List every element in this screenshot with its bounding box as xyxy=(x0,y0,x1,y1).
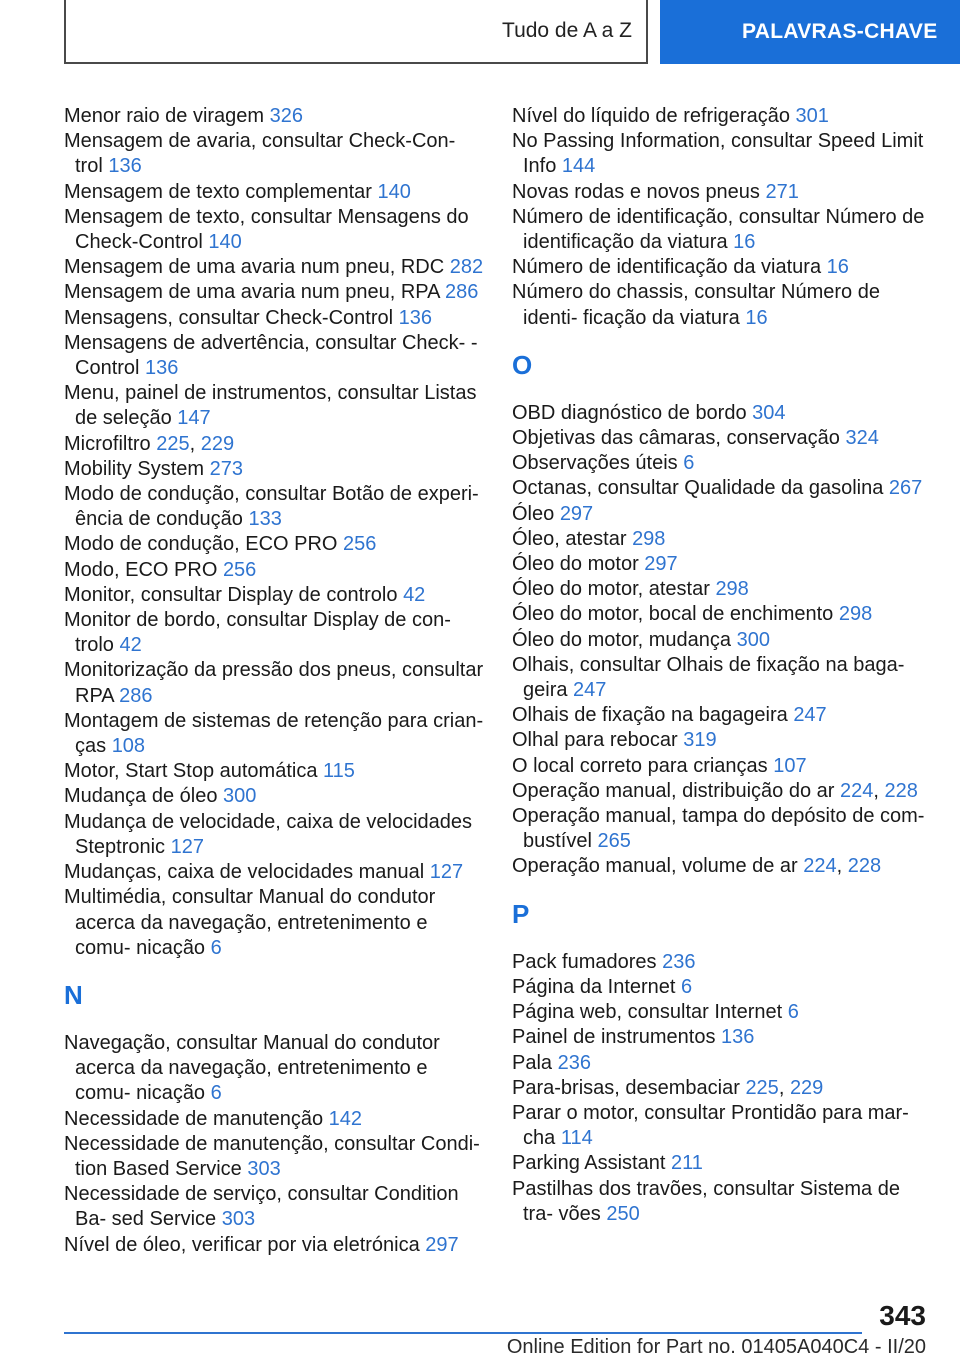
index-entry xyxy=(64,306,484,331)
index-entry-term: Mobility System xyxy=(64,457,210,480)
index-entry-term: Número do chassis, consultar Número de identi‐ ficação da viatura xyxy=(512,281,880,329)
index-entry xyxy=(512,104,932,129)
index-entry xyxy=(64,583,484,608)
page-reference-link[interactable]: 140 xyxy=(208,231,242,254)
page-reference-link[interactable]: 286 xyxy=(444,281,479,304)
index-entry xyxy=(512,779,932,804)
index-entry-term: Monitorização da pressão dos pneus, consultar RPA xyxy=(64,659,484,707)
page-reference-link[interactable]: 236 xyxy=(662,950,696,973)
index-entry-term: Olhal para rebocar xyxy=(512,729,684,752)
page-reference-link[interactable]: 136 xyxy=(108,155,142,178)
index-entry-term: Óleo do motor, mudança xyxy=(512,628,737,651)
index-entry xyxy=(64,885,484,961)
index-entry xyxy=(64,1031,484,1107)
page-reference-link[interactable]: 6 xyxy=(210,936,222,959)
page-reference-link[interactable]: 140 xyxy=(377,180,411,203)
section-title: Tudo de A a Z xyxy=(502,19,632,42)
index-entry-term: Multimédia, consultar Manual do condutor acerca da navegação, entretenimento e comu‐ nicação xyxy=(64,886,436,959)
page-reference-link[interactable]: 298 xyxy=(715,578,749,601)
page-reference-link[interactable]: 114 xyxy=(560,1127,593,1150)
index-entry xyxy=(512,703,932,728)
index-entry-term: Mudanças, caixa de velocidades manual xyxy=(64,861,430,884)
page-reference-link[interactable]: 297 xyxy=(644,553,678,576)
page-reference-link[interactable]: 108 xyxy=(111,735,146,758)
index-entry xyxy=(512,1025,932,1050)
index-entry xyxy=(512,502,932,527)
index-entry xyxy=(512,628,932,653)
index-entry-term: Pastilhas dos travões, consultar Sistema de tra‐ vões xyxy=(512,1177,900,1225)
index-entry-term: Óleo, atestar xyxy=(512,527,633,550)
index-entry-term: Olhais de fixação na bagageira xyxy=(512,704,794,727)
index-entry-term: Nível de óleo, verificar por via eletrónica xyxy=(64,1233,426,1256)
index-entry-term: OBD diagnóstico de bordo xyxy=(512,401,753,424)
page-reference-link[interactable]: 300 xyxy=(736,628,770,651)
index-entry xyxy=(64,860,484,885)
page-reference-link[interactable]: 136 xyxy=(145,357,179,380)
index-entry-term: Parking Assistant xyxy=(512,1152,671,1175)
index-entry-term: Óleo do motor xyxy=(512,553,645,576)
index-entry xyxy=(64,1233,484,1258)
index-entry-term: Necessidade de manutenção xyxy=(64,1107,329,1130)
index-entry-term: Mudança de velocidade, caixa de velocidades Steptronic xyxy=(64,810,473,858)
index-entry xyxy=(512,255,932,280)
page-reference-link[interactable]: 247 xyxy=(793,704,827,727)
page-reference-link[interactable]: 16 xyxy=(826,256,849,279)
index-entry xyxy=(512,205,932,255)
footer-divider xyxy=(64,1332,862,1334)
index-entry-term: Olhais, consultar Olhais de fixação na baga‐ geira xyxy=(512,653,905,702)
page-reference-link[interactable]: 267 xyxy=(888,477,923,500)
index-entry xyxy=(512,577,932,602)
index-entry-term: Monitor de bordo, consultar Display de con‐ trolo xyxy=(64,609,451,657)
index-entry-term: Necessidade de serviço, consultar Condition Ba‐ sed Service xyxy=(64,1183,459,1231)
page-reference-link[interactable]: 256 xyxy=(222,558,257,581)
page-reference-link[interactable]: 301 xyxy=(795,105,829,127)
page-reference-link[interactable]: 225 xyxy=(156,432,190,455)
index-entry xyxy=(512,180,932,205)
keywords-tab-label: PALAVRAS-CHAVE xyxy=(742,20,938,43)
page-reference-link[interactable]: 42 xyxy=(403,583,426,606)
index-entry xyxy=(64,558,484,583)
index-entry xyxy=(512,804,932,854)
page-reference-link[interactable]: 127 xyxy=(170,835,204,858)
page-reference-link[interactable]: 136 xyxy=(721,1026,755,1049)
index-entry xyxy=(512,451,932,476)
index-entry-term: Necessidade de manutenção, consultar Condi‐ tion Based Service xyxy=(64,1132,480,1180)
index-entry xyxy=(512,527,932,552)
index-entry-term: Modo de condução, consultar Botão de experi‐ ência de condução xyxy=(64,483,479,531)
index-entry-term: Novas rodas e novos pneus xyxy=(512,180,766,203)
section-letter: O xyxy=(512,349,533,380)
index-entry xyxy=(64,482,484,532)
page-reference-link[interactable]: 324 xyxy=(845,427,879,450)
page-reference-link[interactable]: 229 xyxy=(200,432,235,455)
index-entry xyxy=(512,1177,932,1227)
index-entry xyxy=(64,457,484,482)
index-entry-term: Mudança de óleo xyxy=(64,785,224,808)
index-entry-term: Pala xyxy=(512,1051,558,1074)
index-entry xyxy=(512,1000,932,1025)
index-entry xyxy=(512,754,932,779)
index-entry-term: Octanas, consultar Qualidade da gasolina xyxy=(512,477,889,500)
index-entry-term: Número de identificação, consultar Número de identificação da viatura xyxy=(512,205,925,254)
page-reference-link[interactable]: 298 xyxy=(838,603,873,626)
index-entry xyxy=(64,331,484,381)
page-reference-link[interactable]: 236 xyxy=(557,1051,591,1074)
index-entry-term: Mensagem de texto, consultar Mensagens do Check-Control xyxy=(64,205,469,254)
index-entry-term: Óleo do motor, bocal de enchimento xyxy=(512,603,839,626)
page-reference-link[interactable]: 273 xyxy=(209,457,243,480)
index-entry xyxy=(64,784,484,809)
page-reference-link[interactable]: 297 xyxy=(425,1233,459,1256)
index-entry-term: Menu, painel de instrumentos, consultar Listas de seleção xyxy=(64,382,477,430)
page-separator: , xyxy=(189,432,201,455)
index-entry-term: Mensagens, consultar Check-Control xyxy=(64,306,399,329)
section-letter: P xyxy=(512,898,530,929)
index-entry xyxy=(512,602,932,627)
index-entry-term: Página da Internet xyxy=(512,975,682,998)
index-entry xyxy=(64,205,484,255)
page-reference-link[interactable]: 6 xyxy=(210,1082,222,1105)
page-reference-link[interactable]: 304 xyxy=(752,401,786,424)
index-entry-term: Mensagem de avaria, consultar Check-Con‐ trol xyxy=(64,130,456,178)
page-reference-link[interactable]: 229 xyxy=(789,1076,824,1099)
page-reference-link[interactable]: 228 xyxy=(884,779,918,802)
page-reference-link[interactable]: 147 xyxy=(177,407,211,430)
index-entry xyxy=(512,975,932,1000)
index-entry xyxy=(512,129,932,179)
page-reference-link[interactable]: 42 xyxy=(119,634,142,657)
index-entry-term: Para-brisas, desembaciar xyxy=(512,1076,746,1099)
page-reference-link[interactable]: 6 xyxy=(683,452,695,475)
page-separator: , xyxy=(836,855,848,878)
index-entry-term: Parar o motor, consultar Prontidão para mar‐ cha xyxy=(512,1101,909,1150)
index-entry-term: Motor, Start Stop automática xyxy=(64,760,324,783)
index-entry xyxy=(512,476,932,501)
page-reference-link[interactable]: 6 xyxy=(681,975,693,998)
page-reference-link[interactable]: 211 xyxy=(670,1152,703,1175)
page-reference-link[interactable]: 224 xyxy=(839,779,874,802)
index-entry xyxy=(512,950,932,975)
page-reference-link[interactable]: 16 xyxy=(745,306,768,329)
index-entry xyxy=(512,280,932,330)
index-entry-term: Microfiltro xyxy=(64,432,157,455)
index-entry xyxy=(64,1132,484,1182)
index-entry-term: Operação manual, distribuição do ar xyxy=(512,779,840,802)
index-entry xyxy=(64,1107,484,1132)
index-entry-term: Objetivas das câmaras, conservação xyxy=(512,427,846,450)
page-reference-link[interactable]: 127 xyxy=(429,861,464,884)
page-reference-link[interactable]: 326 xyxy=(269,105,304,127)
index-entry xyxy=(64,432,484,457)
index-entry xyxy=(64,280,484,305)
index-entry-term: Óleo do motor, atestar xyxy=(512,578,716,601)
index-entry-term: Pack fumadores xyxy=(512,950,663,973)
page-reference-link[interactable]: 300 xyxy=(223,785,257,808)
index-entry xyxy=(512,401,932,426)
index-entry xyxy=(64,810,484,860)
index-entry xyxy=(512,1051,932,1076)
page-reference-link[interactable]: 265 xyxy=(597,830,631,853)
index-entry xyxy=(64,532,484,557)
index-entry xyxy=(64,381,484,431)
page-reference-link[interactable]: 136 xyxy=(398,306,432,329)
index-entry xyxy=(64,255,484,280)
index-column-left xyxy=(64,104,484,1258)
index-entry xyxy=(512,728,932,753)
index-entry-term: Navegação, consultar Manual do condutor acerca da navegação, entretenimento e comu‐ nicação xyxy=(64,1031,440,1105)
page-reference-link[interactable]: 297 xyxy=(559,502,594,525)
index-entry-term: Operação manual, tampa do depósito de com‐ bustível xyxy=(512,805,925,853)
section-letter: N xyxy=(64,979,83,1010)
index-entry-term: O local correto para crianças xyxy=(512,754,774,777)
index-entry-term: Menor raio de viragem xyxy=(64,105,270,127)
index-entry-term: Monitor, consultar Display de controlo xyxy=(64,583,404,606)
page-reference-link[interactable]: 107 xyxy=(773,754,807,777)
index-entry-term: Mensagens de advertência, consultar Check- -Control xyxy=(64,331,478,380)
index-entry-term: Painel de instrumentos xyxy=(512,1026,722,1049)
index-entry-term: Montagem de sistemas de retenção para crian‐ ças xyxy=(64,709,484,758)
page-reference-link[interactable]: 142 xyxy=(328,1107,362,1130)
page-reference-link[interactable]: 225 xyxy=(745,1076,779,1099)
index-entry-term: Nível do líquido de refrigeração xyxy=(512,105,796,127)
page-reference-link[interactable]: 247 xyxy=(573,679,607,702)
header-section-box xyxy=(64,0,648,64)
index-entry xyxy=(512,552,932,577)
index-entry xyxy=(64,129,484,179)
page-reference-link[interactable]: 115 xyxy=(323,760,355,783)
page-reference-link[interactable]: 6 xyxy=(787,1001,799,1024)
index-entry-term: Mensagem de uma avaria num pneu, RPA xyxy=(64,281,445,304)
index-entry xyxy=(512,426,932,451)
page-reference-link[interactable]: 282 xyxy=(449,256,484,279)
page-reference-link[interactable]: 286 xyxy=(119,684,153,707)
index-entry xyxy=(512,1101,932,1151)
index-entry-term: Modo de condução, ECO PRO xyxy=(64,533,344,556)
page-reference-link[interactable]: 133 xyxy=(248,508,282,531)
footer-edition-text: Online Edition for Part no. 01405A040C4 - II/20 xyxy=(506,1336,926,1358)
page-reference-link[interactable]: 298 xyxy=(632,527,666,550)
index-entry xyxy=(512,854,932,879)
index-entry-term: No Passing Information, consultar Speed Limit Info xyxy=(512,130,924,178)
page-reference-link[interactable]: 303 xyxy=(221,1208,256,1231)
index-entry-term: Mensagem de texto complementar xyxy=(64,180,378,203)
keywords-tab[interactable] xyxy=(660,0,960,64)
index-column-right xyxy=(512,104,932,1227)
page-reference-link[interactable]: 256 xyxy=(343,533,377,556)
index-entry-term: Modo, ECO PRO xyxy=(64,558,223,581)
index-entry-term: Operação manual, volume de ar xyxy=(512,855,804,878)
index-entry xyxy=(64,658,484,708)
index-entry xyxy=(512,1076,932,1101)
page-reference-link[interactable]: 319 xyxy=(683,729,717,752)
page-reference-link[interactable]: 303 xyxy=(247,1157,281,1180)
index-entry xyxy=(64,180,484,205)
page-separator: , xyxy=(778,1076,790,1099)
page-separator: , xyxy=(873,779,885,802)
index-entry xyxy=(64,709,484,759)
page-reference-link[interactable]: 250 xyxy=(606,1202,640,1225)
index-entry xyxy=(64,759,484,784)
index-entry-term: Observações úteis xyxy=(512,452,684,475)
page-reference-link[interactable]: 144 xyxy=(561,155,596,178)
page-reference-link[interactable]: 16 xyxy=(733,231,756,254)
index-entry xyxy=(512,653,932,703)
index-entry xyxy=(512,1151,932,1176)
index-entry xyxy=(64,104,484,129)
page-reference-link[interactable]: 271 xyxy=(765,180,799,203)
index-entry-term: Página web, consultar Internet xyxy=(512,1001,788,1024)
index-entry-term: Óleo xyxy=(512,502,560,525)
index-entry xyxy=(64,1182,484,1232)
index-entry-term: Número de identificação da viatura xyxy=(512,256,827,279)
page-reference-link[interactable]: 228 xyxy=(847,855,882,878)
page-number: 343 xyxy=(879,1300,926,1331)
index-entry xyxy=(64,608,484,658)
index-entry-term: Mensagem de uma avaria num pneu, RDC xyxy=(64,256,450,279)
page-reference-link[interactable]: 224 xyxy=(803,855,837,878)
